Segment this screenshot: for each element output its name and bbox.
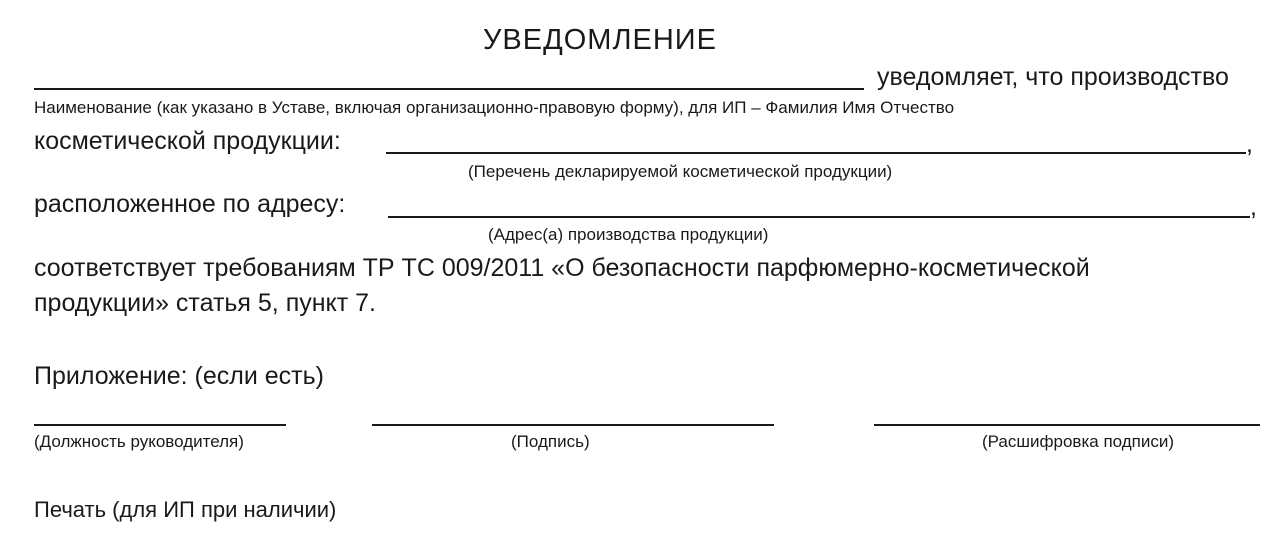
notifies-text: уведомляет, что производство <box>877 63 1229 91</box>
stamp-label: Печать (для ИП при наличии) <box>34 497 337 522</box>
products-comma: , <box>1246 130 1253 158</box>
signature-line[interactable] <box>372 424 774 426</box>
address-label: расположенное по адресу: <box>34 190 346 218</box>
compliance-text-line2: продукции» статья 5, пункт 7. <box>34 289 377 317</box>
products-label: косметической продукции: <box>34 127 341 155</box>
address-line[interactable] <box>388 216 1250 218</box>
signature-decoding-line[interactable] <box>874 424 1260 426</box>
address-comma: , <box>1250 193 1257 221</box>
position-line[interactable] <box>34 424 286 426</box>
signature-decoding-caption: (Расшифровка подписи) <box>982 432 1175 451</box>
attachment-label: Приложение: (если есть) <box>34 362 324 390</box>
address-caption: (Адрес(а) производства продукции) <box>488 225 769 244</box>
position-caption: (Должность руководителя) <box>34 432 244 451</box>
signature-caption: (Подпись) <box>511 432 590 451</box>
organization-name-line[interactable] <box>34 88 864 90</box>
products-caption: (Перечень декларируемой косметической продукции) <box>468 162 893 181</box>
organization-name-caption: Наименование (как указано в Уставе, включая организационно-правовую форму), для ИП – Фамилия Имя Отчество <box>34 98 955 117</box>
document-title: УВЕДОМЛЕНИЕ <box>483 24 717 56</box>
compliance-text-line1: соответствует требованиям ТР ТС 009/2011 «О безопасности парфюмерно-косметической <box>34 254 1090 282</box>
products-line[interactable] <box>386 152 1246 154</box>
